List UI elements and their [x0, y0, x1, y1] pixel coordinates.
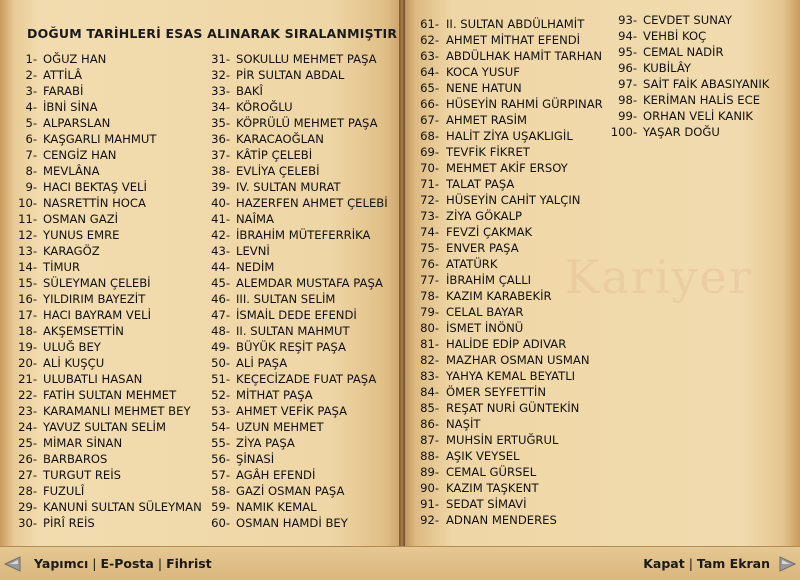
item-name: ULUBATLI HASAN	[43, 372, 143, 386]
item-name: GAZİ OSMAN PAŞA	[236, 484, 345, 498]
item-name: NASRETTİN HOCA	[43, 196, 146, 210]
item-name: NAMIK KEMAL	[236, 500, 317, 514]
item-name: FATİH SULTAN MEHMET	[43, 388, 177, 402]
item-number: 11-	[18, 212, 37, 226]
item-number: 54-	[211, 420, 230, 434]
item-name: OSMAN GAZİ	[43, 212, 119, 226]
item-number: 2-	[25, 68, 37, 82]
item-name: ALPARSLAN	[43, 116, 111, 130]
item-number: 26-	[18, 452, 37, 466]
item-name: KÖPRÜLÜ MEHMET PAŞA	[236, 116, 378, 130]
separator: |	[157, 556, 163, 571]
item-number: 96-	[618, 61, 637, 75]
item-name: MEVLÂNA	[43, 164, 100, 178]
arrow-left-icon[interactable]	[2, 554, 22, 574]
item-name: ORHAN VELİ KANIK	[643, 109, 754, 123]
item-number: 10-	[18, 196, 37, 210]
item-name: KANUNİ SULTAN SÜLEYMAN	[43, 500, 202, 514]
item-number: 9-	[25, 180, 37, 194]
item-name: KOCA YUSUF	[446, 65, 520, 79]
item-number: 20-	[18, 356, 37, 370]
item-name: PİR SULTAN ABDAL	[236, 68, 345, 82]
item-name: ATTİLÂ	[43, 68, 83, 82]
item-name: FEVZİ ÇAKMAK	[446, 225, 533, 239]
item-name: TURGUT REİS	[43, 468, 122, 482]
item-name: İBRAHİM ÇALLI	[446, 273, 532, 287]
item-number: 33-	[211, 84, 230, 98]
item-name: NAŞİT	[446, 417, 481, 431]
item-name: NEDİM	[236, 260, 275, 274]
item-number: 87-	[420, 433, 439, 447]
item-name: HALİDE EDİP ADIVAR	[446, 337, 567, 351]
item-name: II. SULTAN MAHMUT	[236, 324, 350, 338]
item-number: 35-	[211, 116, 230, 130]
item-name: TEVFİK FİKRET	[446, 145, 530, 159]
item-name: KERİMAN HALİS ECE	[643, 93, 761, 107]
item-name: KÂTİP ÇELEBİ	[236, 148, 313, 162]
item-name: YUNUS EMRE	[43, 228, 120, 242]
item-name: İSMET İNÖNÜ	[446, 321, 524, 335]
item-name: PİRÎ REİS	[43, 516, 95, 530]
book-spine	[399, 0, 405, 546]
right-links	[643, 556, 770, 571]
producer-link[interactable]: Yapımcı	[34, 556, 89, 571]
item-number: 48-	[211, 324, 230, 338]
item-number: 18-	[18, 324, 37, 338]
item-name: CENGİZ HAN	[43, 148, 117, 162]
item-number: 8-	[25, 164, 37, 178]
item-number: 82-	[420, 353, 439, 367]
item-name: EVLİYA ÇELEBİ	[236, 164, 320, 178]
bottom-toolbar	[0, 546, 800, 580]
item-number: 29-	[18, 500, 37, 514]
item-name: YAŞAR DOĞU	[643, 125, 720, 139]
item-number: 61-	[420, 17, 439, 31]
item-name: KÖROĞLU	[236, 100, 293, 114]
item-number: 37-	[211, 148, 230, 162]
item-number: 97-	[618, 77, 637, 91]
item-name: ABDÜLHAK HAMİT TARHAN	[446, 49, 603, 63]
item-name: NAÎMA	[236, 212, 274, 226]
item-number: 36-	[211, 132, 230, 146]
item-number: 43-	[211, 244, 230, 258]
item-name: BARBAROS	[43, 452, 108, 466]
item-number: 1-	[25, 52, 37, 66]
item-name: MEHMET AKİF ERSOY	[446, 161, 568, 175]
item-number: 45-	[211, 276, 230, 290]
item-name: KARAGÖZ	[43, 244, 100, 258]
item-number: 42-	[211, 228, 230, 242]
item-number: 88-	[420, 449, 439, 463]
item-number: 92-	[420, 513, 439, 527]
item-number: 49-	[211, 340, 230, 354]
item-number: 66-	[420, 97, 439, 111]
item-number: 84-	[420, 385, 439, 399]
item-number: 63-	[420, 49, 439, 63]
item-name: BÜYÜK REŞİT PAŞA	[236, 340, 346, 354]
item-number: 3-	[25, 84, 37, 98]
item-number: 19-	[18, 340, 37, 354]
item-number: 65-	[420, 81, 439, 95]
item-name: LEVNİ	[236, 244, 270, 258]
item-number: 16-	[18, 292, 37, 306]
item-name: ÖMER SEYFETTİN	[446, 385, 547, 399]
fullscreen-link[interactable]: Tam Ekran	[696, 556, 770, 571]
item-number: 60-	[211, 516, 230, 530]
item-number: 77-	[420, 273, 439, 287]
item-number: 78-	[420, 289, 439, 303]
item-number: 85-	[420, 401, 439, 415]
separator: |	[92, 556, 97, 571]
arrow-right-icon[interactable]	[778, 554, 798, 574]
item-number: 24-	[18, 420, 37, 434]
item-number: 55-	[211, 436, 230, 450]
item-number: 59-	[211, 500, 230, 514]
item-name: TİMUR	[43, 260, 81, 274]
item-number: 95-	[618, 45, 637, 59]
item-name: CEVDET SUNAY	[643, 13, 733, 27]
item-name: SEDAT SİMAVİ	[446, 497, 527, 511]
item-name: İBRAHİM MÜTEFERRİKA	[236, 228, 371, 242]
item-number: 34-	[211, 100, 230, 114]
item-number: 93-	[618, 13, 637, 27]
item-name: SÜLEYMAN ÇELEBİ	[43, 276, 151, 290]
item-number: 39-	[211, 180, 230, 194]
item-number: 56-	[211, 452, 230, 466]
item-name: AŞIK VEYSEL	[446, 449, 520, 463]
item-name: FARABİ	[43, 84, 84, 98]
item-name: CEMAL NADİR	[643, 45, 724, 59]
item-number: 21-	[18, 372, 37, 386]
item-number: 7-	[25, 148, 37, 162]
item-name: AGÂH EFENDİ	[236, 468, 316, 482]
item-name: IV. SULTAN MURAT	[236, 180, 341, 194]
item-number: 58-	[211, 484, 230, 498]
item-number: 47-	[211, 308, 230, 322]
item-name: OSMAN HAMDİ BEY	[236, 516, 348, 530]
item-name: SOKULLU MEHMET PAŞA	[236, 52, 377, 66]
item-name: BAKÎ	[236, 84, 263, 98]
item-name: SAİT FAİK ABASIYANIK	[643, 77, 770, 91]
item-number: 70-	[420, 161, 439, 175]
item-name: İBNİ SİNA	[43, 100, 98, 114]
item-name: ALİ PAŞA	[236, 356, 288, 370]
close-link[interactable]: Kapat	[643, 556, 685, 571]
index-link[interactable]: Fihrist	[166, 556, 212, 571]
item-number: 94-	[618, 29, 637, 43]
item-name: KAZIM KARABEKİR	[446, 289, 552, 303]
item-number: 28-	[18, 484, 37, 498]
item-name: HALİT ZİYA UŞAKLIGİL	[446, 129, 573, 143]
item-number: 69-	[420, 145, 439, 159]
item-number: 53-	[211, 404, 230, 418]
item-name: CEMAL GÜRSEL	[446, 465, 537, 479]
item-number: 76-	[420, 257, 439, 271]
item-name: YILDIRIM BAYEZİT	[43, 292, 146, 306]
item-number: 74-	[420, 225, 439, 239]
item-name: ALİ KUŞÇU	[43, 356, 105, 370]
item-number: 86-	[420, 417, 439, 431]
item-number: 17-	[18, 308, 37, 322]
item-number: 99-	[618, 109, 637, 123]
item-number: 13-	[18, 244, 37, 258]
email-link[interactable]: E-Posta	[100, 556, 154, 571]
item-name: OĞUZ HAN	[43, 52, 107, 66]
item-number: 4-	[25, 100, 37, 114]
item-name: ALEMDAR MUSTAFA PAŞA	[236, 276, 383, 290]
item-name: CELAL BAYAR	[446, 305, 524, 319]
item-name: III. SULTAN SELİM	[236, 292, 336, 306]
item-number: 31-	[211, 52, 230, 66]
item-number: 75-	[420, 241, 439, 255]
item-number: 50-	[211, 356, 230, 370]
item-number: 80-	[420, 321, 439, 335]
item-number: 46-	[211, 292, 230, 306]
item-number: 90-	[420, 481, 439, 495]
item-number: 27-	[18, 468, 37, 482]
item-name: ŞİNASİ	[236, 452, 275, 466]
item-number: 71-	[420, 177, 439, 191]
item-number: 81-	[420, 337, 439, 351]
item-name: HÜSEYİN RAHMİ GÜRPINAR	[446, 97, 603, 111]
item-name: ZİYA PAŞA	[236, 436, 295, 450]
item-name: ZİYA GÖKALP	[446, 209, 523, 223]
item-name: HACI BAYRAM VELİ	[43, 308, 152, 322]
item-number: 38-	[211, 164, 230, 178]
item-name: ADNAN MENDERES	[446, 513, 557, 527]
item-name: ULUĞ BEY	[43, 340, 101, 354]
item-number: 68-	[420, 129, 439, 143]
item-name: AKŞEMSETTİN	[43, 324, 124, 338]
item-name: HAZERFEN AHMET ÇELEBİ	[236, 196, 388, 210]
item-name: NENE HATUN	[446, 81, 522, 95]
item-name: KAZIM TAŞKENT	[446, 481, 539, 495]
item-name: YAVUZ SULTAN SELİM	[43, 420, 166, 434]
item-name: UZUN MEHMET	[236, 420, 324, 434]
item-number: 44-	[211, 260, 230, 274]
item-name: AHMET RASİM	[446, 113, 528, 127]
item-number: 64-	[420, 65, 439, 79]
item-name: AHMET VEFİK PAŞA	[236, 404, 348, 418]
item-number: 91-	[420, 497, 439, 511]
item-number: 79-	[420, 305, 439, 319]
item-number: 51-	[211, 372, 230, 386]
item-number: 62-	[420, 33, 439, 47]
item-number: 32-	[211, 68, 230, 82]
item-number: 98-	[618, 93, 637, 107]
separator: |	[688, 556, 693, 571]
item-name: ENVER PAŞA	[446, 241, 519, 255]
item-number: 100-	[610, 125, 637, 139]
left-page	[0, 0, 402, 546]
item-number: 12-	[18, 228, 37, 242]
item-name: MAZHAR OSMAN USMAN	[446, 353, 590, 367]
item-number: 40-	[211, 196, 230, 210]
item-name: HACI BEKTAŞ VELİ	[43, 180, 147, 194]
item-name: YAHYA KEMAL BEYATLI	[446, 369, 576, 383]
item-name: AHMET MİTHAT EFENDİ	[446, 33, 581, 47]
item-number: 67-	[420, 113, 439, 127]
item-number: 72-	[420, 193, 439, 207]
item-name: II. SULTAN ABDÜLHAMİT	[446, 17, 585, 31]
item-number: 30-	[18, 516, 37, 530]
item-name: KUBİLÂY	[643, 61, 691, 75]
item-name: ATATÜRK	[446, 257, 498, 271]
item-number: 22-	[18, 388, 37, 402]
right-page	[402, 0, 800, 546]
item-name: KEÇECİZADE FUAT PAŞA	[236, 372, 377, 386]
left-links	[34, 556, 212, 571]
item-name: FUZULÎ	[43, 484, 85, 498]
item-number: 14-	[18, 260, 37, 274]
item-name: MİTHAT PAŞA	[236, 388, 313, 402]
item-number: 57-	[211, 468, 230, 482]
item-name: İSMAİL DEDE EFENDİ	[236, 308, 357, 322]
item-name: MUHSİN ERTUĞRUL	[446, 433, 559, 447]
item-name: KARACAOĞLAN	[236, 132, 324, 146]
item-number: 89-	[420, 465, 439, 479]
item-number: 73-	[420, 209, 439, 223]
item-name: VEHBİ KOÇ	[643, 29, 707, 43]
item-number: 6-	[25, 132, 37, 146]
item-number: 5-	[25, 116, 37, 130]
item-name: REŞAT NURİ GÜNTEKİN	[446, 401, 580, 415]
item-number: 23-	[18, 404, 37, 418]
item-name: MİMAR SİNAN	[43, 436, 123, 450]
item-number: 83-	[420, 369, 439, 383]
item-number: 25-	[18, 436, 37, 450]
item-number: 41-	[211, 212, 230, 226]
item-number: 15-	[18, 276, 37, 290]
page-title: DOĞUM TARİHLERİ ESAS ALINARAK SIRALANMIŞTIR	[27, 26, 398, 41]
item-name: TALAT PAŞA	[446, 177, 515, 191]
item-name: HÜSEYİN CAHİT YALÇIN	[446, 193, 581, 207]
item-number: 52-	[211, 388, 230, 402]
item-name: KARAMANLI MEHMET BEY	[43, 404, 191, 418]
item-name: KAŞGARLI MAHMUT	[43, 132, 157, 146]
